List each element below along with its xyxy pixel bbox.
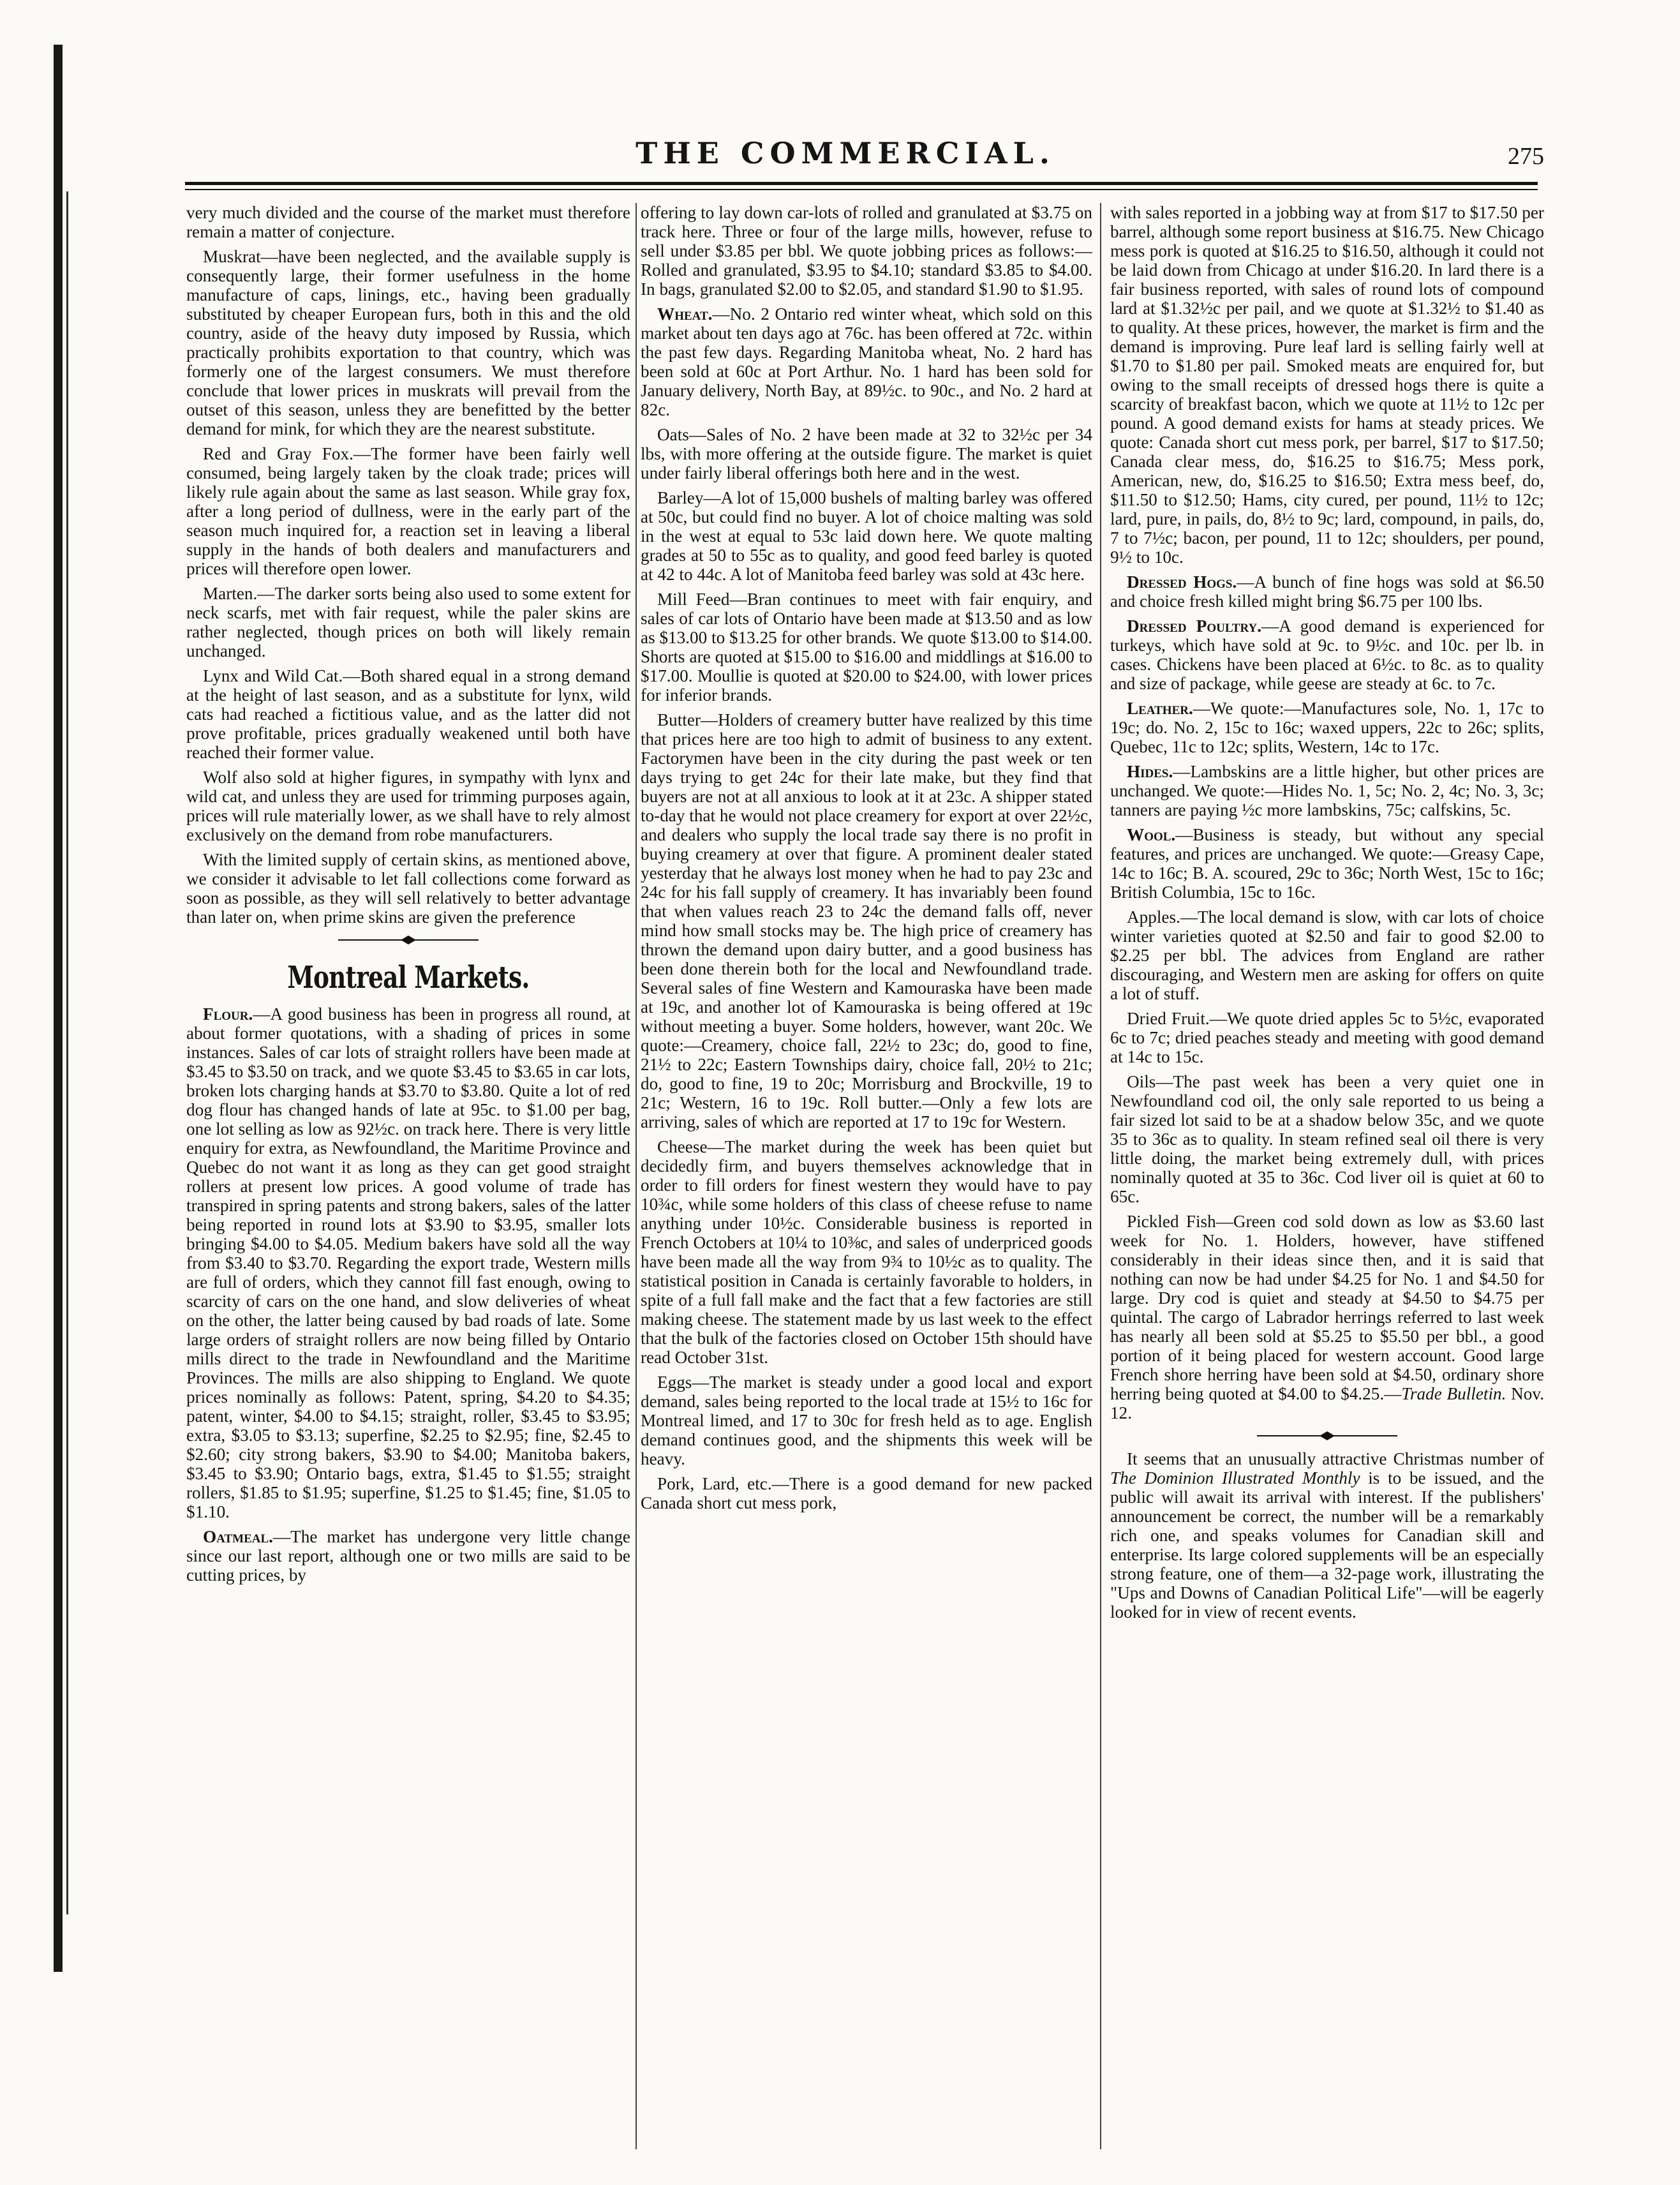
paragraph-pork: Pork, Lard, etc.—There is a good demand for new packed Canada short cut mess pork, — [641, 1474, 1092, 1512]
paragraph-butter: Butter—Holders of creamery butter have realized by this time that prices here are too high to admit of business to any extent. Factorymen have been in the city during the past week or ten days trying to get 24c for their late make, but they find that buyers are not at all anxious to look at it at 23c. A shipper stated to-day that he would not place creamery for export at over 22½c, and dealers who supply the local trade say there is no profit in buying creamery at over that figure. A prominent dealer stated yesterday that he always lost money when he had to pay 23c and 24c for his fall supply of creamery. It has invariably been found that when values reach 23 to 24c the demand falls off, never mind how small stocks may be. The high price of creamery has thrown the demand upon dairy butter, and a good business has been done therein both for the local and Newfoundland trade. Several sales of fine Western and Kamouraska have been made at 19c, and another lot of Kamouraska is being offered at 19c without meeting a buyer. Some holders, however, want 20c. We quote:—Creamery, choice fall, 22½ to 23c; do, good to fine, 21½ to 22c; Eastern Townships dairy, choice fall, 20½ to 21c; do, good to fine, 19 to 20c; Morrisburg and Brockville, 19 to 21c; Western, 16 to 19c. Roll butter.—Only a few lots are arriving, sales of which are reported at 17 to 19c for Western. — [641, 710, 1092, 1131]
magazine-title: The Dominion Illustrated Monthly — [1110, 1468, 1360, 1488]
paragraph-leather — [1110, 699, 1544, 756]
oatmeal-lead: Oatmeal. — [203, 1527, 273, 1546]
wheat-text: —No. 2 Ontario red winter wheat, which sold on this market about ten days ago at 76c. has been offered at 72c. within the past few days. Regarding Manitoba wheat, No. 2 hard has been sold at 60c at Port Arthur. No. 1 hard has been sold for January delivery, North Bay, at 89½c. to 90c., and No. 2 hard at 82c. — [641, 304, 1092, 419]
paragraph-wolf: Wolf also sold at higher figures, in sympathy with lynx and wild cat, and unless they are used for trimming purposes again, prices will rule materially lower, as we shall have to rely almost exclusively on the demand from robe manufacturers. — [186, 768, 630, 844]
paragraph-barley: Barley—A lot of 15,000 bushels of malting barley was offered at 50c, but could find no buyer. A lot of choice malting was sold in the west at equal to 53c laid down here. We quote malting grades at 50 to 55c as to quality, and good feed barley is quoted at 42 to 44c. A lot of Manitoba feed barley was sold at 43c here. — [641, 488, 1092, 584]
paragraph-mill-feed: Mill Feed—Bran continues to meet with fair enquiry, and sales of car lots of Ontario have been made at $13.50 and as low as $13.00 to $13.25 for other brands. We quote $13.00 to $14.00. Shorts are quoted at $15.00 to $16.00 and middlings at $16.00 to $17.00. Moullie is quoted at $20.00 to $24.00, with lower prices for inferior brands. — [641, 590, 1092, 705]
paragraph-pickled-fish — [1110, 1212, 1544, 1422]
oatmeal-text: —The market has undergone very little change since our last report, although one or two mills are said to be cutting prices, by — [186, 1527, 630, 1585]
header-rule-thin — [185, 189, 1538, 190]
paragraph-muskrat: Muskrat—have been neglected, and the available supply is consequently large, their former usefulness in the home manufacture of caps, linings, etc., having been gradually substituted by cheaper European furs, both in this and the old country, aside of the heavy duty imposed by Russia, which practically prohibits exportation to that country, which was formerly one of the largest consumers. We must therefore conclude that lower prices in muskrats will prevail from the outset of this season, unless they are benefitted by the better demand for mink, for which they are the nearest substitute. — [186, 247, 630, 438]
paragraph-christmas-number — [1110, 1449, 1544, 1622]
binding-shadow — [66, 191, 68, 1914]
hogs-lead: Dressed Hogs. — [1127, 572, 1237, 592]
column-divider — [1100, 203, 1101, 2149]
flour-text: —A good business has been in progress all round, at about former quotations, with a shading of prices in some instances. Sales of car lots of straight rollers have been made at $3.45 to $3.50 on track, and we quote $3.45 to $3.65 in car lots, broken lots charging hands at $3.70 to $3.80. Quite a lot of red dog flour has changed hands of late at 95c. to $1.00 per bag, one lot selling as low as 92½c. on track here. There is very little enquiry for extra, as Newfoundland, the Maritime Province and Quebec do not want it as long as they can get good straight rollers at present low prices. A good volume of trade has transpired in spring patents and strong bakers, sales of the latter being reported in round lots at $3.90 to $3.95, smaller lots bringing $4.00 to $4.05. Medium bakers have sold all the way from $3.40 to $3.70. Regarding the export trade, Western mills are full of orders, which they cannot fill fast enough, owing to scarcity of cars on the one hand, and slow deliveries of wheat on the other, the latter being caused by bad roads of late. Some large orders of straight rollers are now being filled by Ontario mills direct to the trade in Newfoundland and the Maritime Provinces. The mills are also shipping to England. We quote prices nominally as follows: Patent, spring, $4.20 to $4.35; patent, winter, $4.00 to $4.15; straight, roller, $3.45 to $3.95; extra, $3.05 to $3.13; superfine, $2.25 to $2.95; fine, $2.45 to $2.60; city strong bakers, $3.90 to $4.00; Manitoba bakers, $3.45 to $3.90; Ontario bags, extra, $1.45 to $1.55; straight rollers, $1.85 to $1.95; superfine, $1.25 to $1.45; fine, $1.05 to $1.10. — [186, 1004, 630, 1521]
fish-source: Trade Bulletin. — [1401, 1384, 1506, 1403]
poultry-lead: Dressed Poultry. — [1127, 616, 1262, 636]
paragraph-oatmeal-cont: offering to lay down car-lots of rolled and granulated at $3.75 on track here. Three or four of the large mills, however, refuse to sell under $3.85 per bbl. We quote jobbing prices as follows:—Rolled and granulated, $3.95 to $4.10; standard $3.85 to $4.00. In bags, granulated $2.00 to $2.05, and standard $1.90 to $1.95. — [641, 203, 1092, 299]
paragraph-dressed-hogs — [1110, 572, 1544, 611]
paragraph-cheese: Cheese—The market during the week has been quiet but decidedly firm, and buyers themselves acknowledge that in order to fill orders for finest western they would have to pay 10¾c, while some holders of this class of cheese refuse to name anything under 10½c. Considerable business is reported in French Octobers at 10¼ to 10⅜c, and sales of underpriced goods have been made all the way from 9¾ to 10½c as to quality. The statistical position in Canada is certainly favorable to holders, in spite of a full fall make and the fact that a few factories are still making cheese. The statement made by us last week to the effect that the bulk of the factories closed on October 15th should have read October 31st. — [641, 1137, 1092, 1367]
wheat-lead: Wheat. — [657, 304, 713, 324]
masthead — [185, 131, 1544, 175]
column-3 — [1110, 203, 1544, 2149]
hides-lead: Hides. — [1127, 762, 1173, 781]
paragraph-marten: Marten.—The darker sorts being also used to some extent for neck scarfs, met with fair request, while the paler skins are rather neglected, though prices on both will likely remain unchanged. — [186, 584, 630, 660]
paragraph-hides — [1110, 762, 1544, 819]
paragraph-oats: Oats—Sales of No. 2 have been made at 32 to 32½c per 34 lbs, with more offering at the outside figure. The market is quiet under fairly liberal offerings both here and in the west. — [641, 425, 1092, 482]
column-divider — [636, 203, 637, 2149]
page-number: 275 — [1508, 143, 1544, 170]
paragraph-flour — [186, 1004, 630, 1521]
fish-text: Pickled Fish—Green cod sold down as low as $3.60 last week for No. 1. Holders, however, have stiffened considerably in their ideas since then, and it is said that nothing can now be had under $4.25 for No. 1 and $4.50 for large. Dry cod is quiet and steady at $4.50 to $4.75 per quintal. The cargo of Labrador herrings referred to last week has nearly all been sold at $5.25 to $5.50 per bbl., a good portion of it being placed for western account. Good large French shore herring have been sold at $4.50, ordinary shore herring being quoted at $4.00 to $4.25.— — [1110, 1212, 1544, 1403]
paragraph-apples: Apples.—The local demand is slow, with car lots of choice winter varieties quoted at $2.50 and fair to good $2.00 to $2.25 per bbl. The advices from England are rather discouraging, and Western men are asking for offers on quite a lot of stuff. — [1110, 907, 1544, 1003]
leather-text: —We quote:—Manufactures sole, No. 1, 17c to 19c; do. No. 2, 15c to 16c; waxed uppers, 22c to 26c; splits, Quebec, 11c to 12c; splits, Western, 14c to 17c. — [1110, 699, 1544, 756]
paragraph-pork-cont: with sales reported in a jobbing way at from $17 to $17.50 per barrel, although some report business at $16.75. New Chicago mess pork is quoted at $16.25 to $16.50, although it could not be laid down from Chicago at under $16.20. In lard there is a fair business reported, with sales of round lots of compound lard at $1.32½c per pail, and we quote at $1.32½ to $1.40 as to quality. At these prices, however, the market is firm and the demand is improving. Pure leaf lard is selling fairly well at $1.70 to $1.80 per pail. Smoked meats are enquired for, but owing to the small receipts of dressed hogs there is quite a scarcity of breakfast bacon, which we quote at 11½ to 12c per pound. A good demand exists for hams at steady prices. We quote: Canada short cut mess pork, per barrel, $17 to $17.50; Canada clear mess, do, $16.25 to $16.75; Mess pork, American, new, do, $16.25 to $16.50; Extra mess beef, do, $11.50 to $12.50; Hams, city cured, per pound, 11½ to 12c; lard, pure, in pails, do, 8½ to 9c; lard, compound, in pails, do, 7 to 7½c; bacon, per pound, 11 to 12c; shoulders, per pound, 9½ to 10c. — [1110, 203, 1544, 567]
xmas-text-b: is to be issued, and the public will await its arrival with interest. If the publishers' announcement be correct, the number will be a remarkably rich one, and speaks volumes for Canadian skill and enterprise. Its large colored supplements will be an especially strong feature, one of them—a 32-page work, illustrating the "Ups and Downs of Canadian Political Life"—will be eagerly looked for in view of recent events. — [1110, 1468, 1544, 1622]
masthead-title: THE COMMERCIAL. — [636, 136, 1055, 170]
paragraph-wool — [1110, 825, 1544, 902]
ornament-divider — [1251, 1430, 1404, 1442]
paragraph-advice: With the limited supply of certain skins, as mentioned above, we consider it advisable to let fall collections come forward as soon as possible, as they will sell relatively to better advantage than later on, when prime skins are given the preference — [186, 850, 630, 927]
header-rule — [185, 182, 1538, 185]
paragraph-oils: Oils—The past week has been a very quiet one in Newfoundland cod oil, the only sale reported to us being a fair sized lot said to be at a shadow below 35c, and we quote 35 to 36c as to quality. In steam refined seal oil there is very little doing, the market being extremely dull, with prices nominally quoted at 35 to 36c. Cod liver oil is quiet at 60 to 65c. — [1110, 1072, 1544, 1206]
hides-text: —Lambskins are a little higher, but other prices are unchanged. We quote:—Hides No. 1, 5c; No. 2, 4c; No. 3, 3c; tanners are paying ½c more lambskins, 75c; calfskins, 5c. — [1110, 762, 1544, 819]
paragraph-dressed-poultry — [1110, 616, 1544, 693]
paragraph-wheat — [641, 304, 1092, 419]
paragraph-fox: Red and Gray Fox.—The former have been fairly well consumed, being largely taken by the cloak trade; prices will likely rule again about the same as last season. While gray fox, after a long period of dullness, were in the early part of the season much inquired for, a reaction set in leaving a liberal supply in the hands of both dealers and manufacturers and prices will therefore open lower. — [186, 444, 630, 578]
wool-text: —Business is steady, but without any special features, and prices are unchanged. We quote:—Greasy Cape, 14c to 16c; B. A. scoured, 29c to 36c; North West, 15c to 16c; British Columbia, 15c to 16c. — [1110, 825, 1544, 902]
section-title: Montreal Markets. — [287, 960, 530, 996]
binding-edge — [54, 45, 63, 1972]
flour-lead: Flour. — [203, 1004, 253, 1024]
ornament-divider — [332, 934, 485, 946]
fish-date: Nov. 12. — [1110, 1384, 1544, 1422]
wool-lead: Wool. — [1127, 825, 1176, 844]
poultry-text: —A good demand is experienced for turkeys, which have sold at 9c. to 9½c. and 10c. per lb. in cases. Chickens have been placed at 6½c. to 8c. as to quality and size of package, while geese are steady at 6c. to 7c. — [1110, 616, 1544, 693]
paragraph-lynx: Lynx and Wild Cat.—Both shared equal in a strong demand at the height of last season, and as a substitute for lynx, wild cats had reached a fictitious value, and as the latter did not prove profitable, prices gradually weakened until both have reached their former value. — [186, 666, 630, 762]
paragraph-oatmeal — [186, 1527, 630, 1585]
column-1 — [186, 203, 630, 2149]
column-2 — [641, 203, 1092, 2149]
paragraph-eggs: Eggs—The market is steady under a good local and export demand, sales being reported to the local trade at 15½ to 16c for Montreal limed, and 17 to 30c for fresh held as to age. English demand continues good, and the shipments this week will be heavy. — [641, 1373, 1092, 1468]
xmas-text-a: It seems that an unusually attractive Christmas number of — [1127, 1449, 1544, 1468]
leather-lead: Leather. — [1127, 699, 1193, 718]
paragraph-dried-fruit: Dried Fruit.—We quote dried apples 5c to 5½c, evaporated 6c to 7c; dried peaches steady and meeting with good demand at 14c to 15c. — [1110, 1009, 1544, 1066]
hogs-text: —A bunch of fine hogs was sold at $6.50 and choice fresh killed might bring $6.75 per 100 lbs. — [1110, 572, 1544, 611]
paragraph: very much divided and the course of the market must therefore remain a matter of conjecture. — [186, 203, 630, 241]
